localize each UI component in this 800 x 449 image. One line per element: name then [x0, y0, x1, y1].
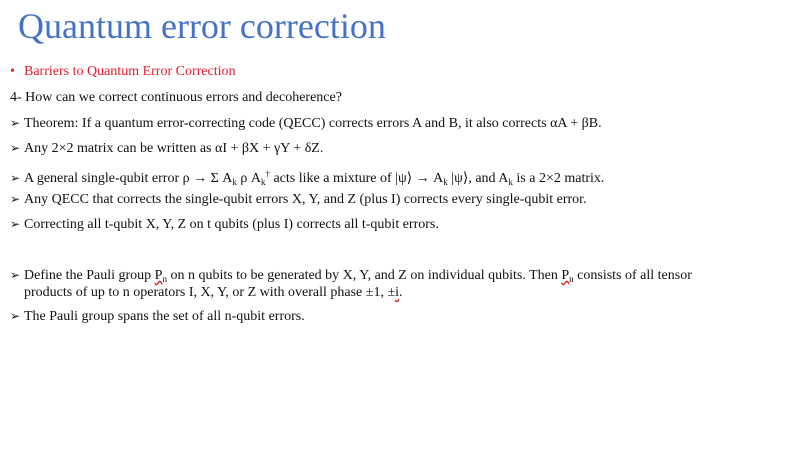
subscript-k: k: [232, 177, 237, 187]
spans-text: The Pauli group spans the set of all n-qubit errors.: [24, 309, 305, 324]
text-part: products of up to n operators I, X, Y, or Z with overall phase ±1, ±: [24, 285, 396, 300]
bullet-matrix: [10, 138, 323, 159]
subscript-k: k: [508, 177, 513, 187]
text-part: .: [399, 285, 403, 300]
text-part: Define the Pauli group: [24, 268, 155, 283]
dagger-superscript: †: [265, 169, 270, 179]
bullet-dot: •: [10, 64, 15, 79]
arrow-bullet-icon: ➢: [10, 217, 21, 231]
pauli-symbol: [561, 268, 573, 283]
p-letter: P: [561, 268, 570, 283]
pauli-text: [24, 268, 692, 283]
theorem-text: Theorem: If a quantum error-correcting code (QECC) corrects errors A and B, it also corrects αA + βB.: [24, 116, 602, 131]
text-part: consists of all tensor: [573, 268, 692, 283]
text-part: |ψ⟩, and A: [447, 171, 509, 186]
subscript-k: k: [260, 177, 266, 187]
question-line: 4- How can we correct continuous errors and decoherence?: [10, 90, 342, 105]
section-heading: Barriers to Quantum Error Correction: [24, 64, 236, 79]
arrow-bullet-icon: ➢: [10, 141, 21, 155]
imaginary-unit: i: [395, 285, 400, 300]
arrow-bullet-icon: ➢: [10, 309, 21, 323]
any-qecc-text: Any QECC that corrects the single-qubit errors X, Y, and Z (plus I) corrects every single-qubit error.: [24, 192, 587, 207]
pauli-symbol: [155, 268, 167, 283]
matrix-text: Any 2×2 matrix can be written as αI + βX + γY + δZ.: [24, 141, 324, 156]
arrow-bullet-icon: ➢: [10, 268, 21, 282]
bullet-any-qecc: [10, 189, 587, 210]
bullet-theorem: [10, 113, 602, 134]
text-part: A general single-qubit error ρ → Σ A: [24, 171, 233, 186]
arrow-bullet-icon: ➢: [10, 116, 21, 130]
subscript-k: k: [443, 177, 448, 187]
text-part: acts like a mixture of |ψ⟩ → A: [269, 171, 444, 186]
section-bullet: [10, 62, 236, 82]
pauli-continuation: [24, 283, 403, 303]
text-part: is a 2×2 matrix.: [512, 171, 605, 186]
bullet-general-error: [10, 164, 604, 192]
general-error-text: [24, 171, 604, 186]
arrow-bullet-icon: ➢: [10, 171, 21, 185]
arrow-bullet-icon: ➢: [10, 192, 21, 206]
bullet-t-qubit: [10, 214, 439, 235]
subscript-n: n: [569, 274, 574, 284]
subscript-n: n: [162, 274, 167, 284]
text-part: ρ A: [236, 171, 261, 186]
p-letter: P: [154, 268, 163, 283]
slide-title: Quantum error correction: [18, 6, 386, 46]
t-qubit-text: Correcting all t-qubit X, Y, Z on t qubits (plus I) corrects all t-qubit errors.: [24, 217, 439, 232]
text-part: on n qubits to be generated by X, Y, and Z on individual qubits. Then: [166, 268, 562, 283]
bullet-pauli-spans: [10, 306, 305, 327]
